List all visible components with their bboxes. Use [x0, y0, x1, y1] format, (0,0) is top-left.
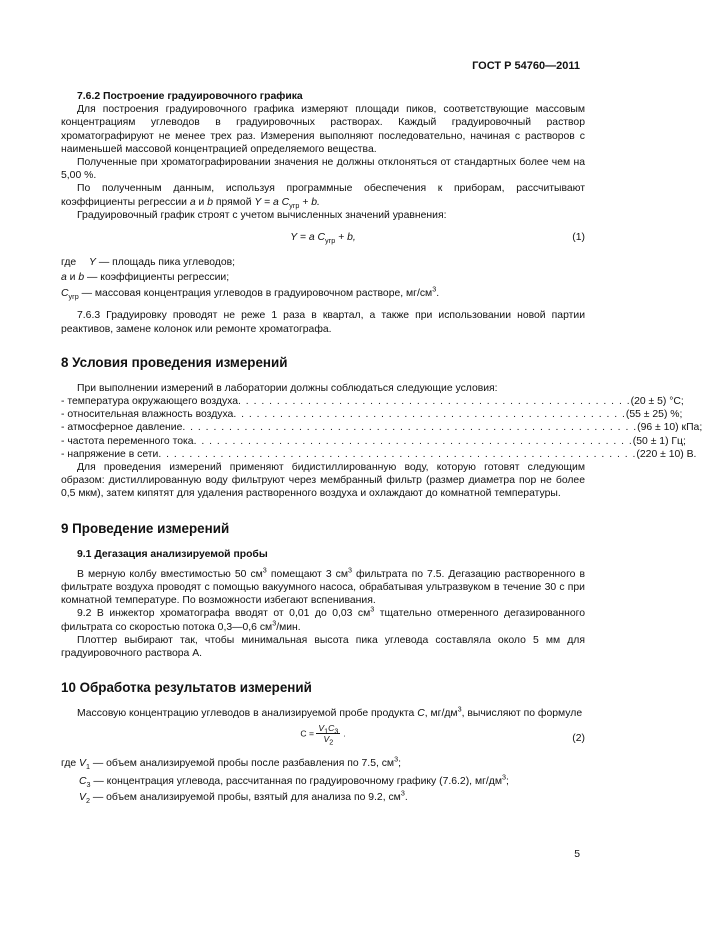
formula-1 [61, 229, 585, 247]
paragraph-7-6-3: 7.6.3 Градуировку проводят не реже 1 раза в квартал, а также при использовании новой партии реактивов, замене колонок или ремонте хроматографа. [61, 310, 585, 335]
condition-item [61, 395, 684, 408]
formula-2-expression: C = $\frac{V_1C_3}{V_2}$ . [300, 722, 346, 747]
paragraph-9-1: В мерную колбу вместимостью 50 $см^3$ помещают 3 $см^3$ фильтрата по 7.5. Дегазацию растворенного в фильтрате воздуха проводят с помощью вакуумного насоса, обрабатывая ультразвуком в течение 30 с при комнатной температуре. По возможности избегают вспенивания. [61, 565, 585, 607]
definition-ab: a и b — коэффициенты регрессии; [61, 272, 230, 284]
condition-label: - относительная влажность воздуха [61, 409, 234, 421]
paragraph-8-water: Для проведения измерений применяют бидистиллированную воду, которую готовят следующим образом: дистиллированную воду фильтруют через мембранный фильтр (размер диаметра пор не более 0,5 мкм), затем кипятят для удаления растворенного воздуха и охлаждают до комнатной температуры. [61, 462, 585, 500]
condition-value: (50 ± 1) Гц; [632, 435, 686, 447]
formula-1-number: (1) [572, 232, 585, 244]
definition-y: где Y — площадь пика углеводов; [61, 257, 236, 269]
section-heading-9: 9 Проведение измерений [61, 520, 230, 536]
subsection-title-7-6-2: 7.6.2 Построение градуировочного графика [77, 91, 303, 102]
condition-value: (55 ± 25) %; [625, 409, 683, 421]
condition-value: (96 ± 10) кПа; [637, 422, 702, 434]
document-code: ГОСТ Р 54760—2011 [472, 60, 580, 72]
paragraph-7-6-2-1: Для построения градуировочного графика измеряют площади пиков, соответствующие массовым концентрациям углеводов в градуировочных растворах. Каждый градуировочный раствор хроматографируют не менее трех раз. Измерения выполняют последовательно, начиная с растворов с наименьшей массовой концентрацией определяемого вещества. [61, 104, 585, 155]
condition-leader-dots: . . . . . . . . . . . . . . . . . . . . . . . . . . . . . . . . . . . . . . . . . . . . . . . . . . . . . . . . . [193, 435, 633, 447]
formula-2-fraction: $\frac{V_1C_3}{V_2}$ [318, 722, 339, 747]
condition-label: - температура окружающего воздуха [61, 396, 239, 408]
section-heading-10: 10 Обработка результатов измерений [61, 680, 312, 696]
condition-value: (220 ± 10) В. [636, 448, 697, 460]
formula-1-expression: Y = a $C_{угр} + b$, [290, 232, 356, 246]
conditions-list [61, 395, 702, 461]
paragraph-7-6-2-2: Полученные при хроматографировании значения не должны отклоняться от стандартных более чем на 5,00 %. [61, 157, 585, 182]
formula-2 [61, 723, 585, 751]
paragraph-9-plotter: Плоттер выбирают так, чтобы минимальная высота пика углевода составляла около 5 мм для градуировочного раствора А. [61, 634, 585, 660]
definition-c-ugr: $C_{угр}$ — массовая концентрация углеводов в градуировочном растворе, $мг/см^3$. [61, 284, 440, 302]
condition-item [61, 435, 686, 448]
paragraph-7-6-2-3: По полученным данным, используя программные обеспечения к приборам, рассчитывают коэффициенты регрессии a и b прямой Y = a $C_{угр} + b$. [61, 183, 585, 210]
condition-leader-dots: . . . . . . . . . . . . . . . . . . . . . . . . . . . . . . . . . . . . . . . . . . . . . . . . . . . . . . . . . . . [182, 422, 638, 434]
definition-v1: где $V_1$ — объем анализируемой пробы после разбавления по 7.5, $см^3$; [61, 754, 401, 771]
condition-leader-dots: . . . . . . . . . . . . . . . . . . . . . . . . . . . . . . . . . . . . . . . . . . . . . . . . . . . . . . . . . . . . . . [158, 448, 637, 460]
condition-leader-dots: . . . . . . . . . . . . . . . . . . . . . . . . . . . . . . . . . . . . . . . . . . . . . . . . . . . [233, 409, 626, 421]
condition-label: - напряжение в сети [61, 448, 159, 460]
section-heading-8: 8 Условия проведения измерений [61, 354, 288, 370]
paragraph-9-2: 9.2 В инжектор хроматографа вводят от 0,01 до 0,03 $см^3$ тщательно отмеренного дегазированного фильтрата со скоростью потока 0,3—0,6 $см^3$/мин. [61, 605, 585, 633]
paragraph-7-6-2-4: Градуировочный график строят с учетом вычисленных значений уравнения: [77, 209, 447, 221]
formula-2-number: (2) [572, 732, 585, 744]
condition-label: - частота переменного тока [61, 435, 194, 447]
condition-item [61, 408, 683, 421]
condition-item [61, 421, 702, 434]
page-content [61, 90, 702, 805]
condition-leader-dots: . . . . . . . . . . . . . . . . . . . . . . . . . . . . . . . . . . . . . . . . . . . . . . . . . . . [238, 396, 631, 408]
paragraph-10-1: Массовую концентрацию углеводов в анализируемой пробе продукта С, $мг/дм^3$, вычисляют по формуле [77, 704, 583, 720]
condition-label: - атмосферное давление [61, 422, 183, 434]
paragraph-8-intro: При выполнении измерений в лаборатории должны соблюдаться следующие условия: [77, 382, 498, 394]
condition-item [61, 448, 697, 461]
subsection-title-9-1: 9.1 Дегазация анализируемой пробы [77, 548, 268, 560]
definition-c3: $C_3$ — концентрация углевода, рассчитанная по градуировочному графику (7.6.2), $мг/дм^3$; [79, 772, 509, 789]
page-number: 5 [574, 849, 580, 860]
condition-value: (20 ± 5) °С; [630, 396, 684, 408]
definition-v2: $V_2$ — объем анализируемой пробы, взятый для анализа по 9.2, $см^3$. [79, 788, 408, 805]
